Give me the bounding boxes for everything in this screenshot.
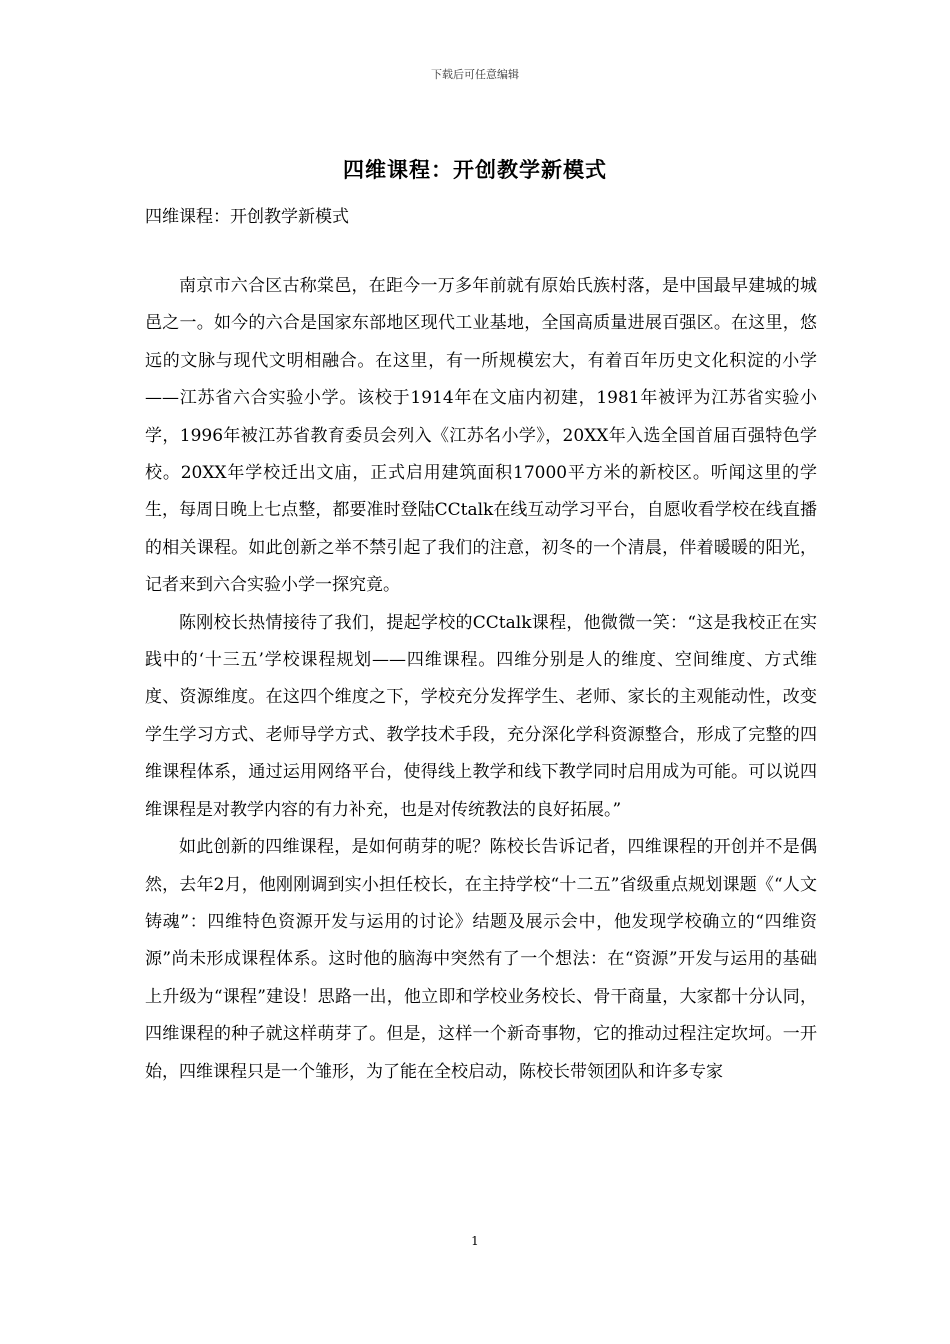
paragraph-1: 南京市六合区古称棠邑，在距今一万多年前就有原始氏族村落，是中国最早建城的城邑之一。如今的六合是国家东部地区现代工业基地，全国高质量进展百强区。在这里，悠远的文脉与现代文明相融合。在这里，有一所规模宏大，有着百年历史文化积淀的小学——江苏省六合实验小学。该校于1914年在文庙内初建，1981年被评为江苏省实验小学，1996年被江苏省教育委员会列入《江苏名小学》，20XX年入选全国首届百强特色学校。20XX年学校迁出文庙，正式启用建筑面积17000平方米的新校区。听闻这里的学生，每周日晚上七点整，都要准时登陆CCtalk在线互动学习平台，自愿收看学校在线直播的相关课程。如此创新之举不禁引起了我们的注意，初冬的一个清晨，伴着暖暖的阳光，记者来到六合实验小学一探究竟。 [145,276,817,596]
document-title: 四维课程：开创教学新模式 [343,157,607,182]
header-note: 下载后可任意编辑 [431,68,519,81]
page-number: 1 [471,1234,479,1248]
paragraph-3: 如此创新的四维课程，是如何萌芽的呢？陈校长告诉记者，四维课程的开创并不是偶然，去年2月，他刚刚调到实小担任校长，在主持学校“十二五”省级重点规划课题《“人文铸魂”：四维特色资源开发与运用的讨论》结题及展示会中，他发现学校确立的“四维资源”尚未形成课程体系。这时他的脑海中突然有了一个想法：在“资源”开发与运用的基础上升级为“课程”建设！思路一出，他立即和学校业务校长、骨干商量，大家都十分认同，四维课程的种子就这样萌芽了。但是，这样一个新奇事物，它的推动过程注定坎坷。一开始，四维课程只是一个雏形，为了能在全校启动，陈校长带领团队和许多专家 [145,837,817,1082]
paragraph-2: 陈刚校长热情接待了我们，提起学校的CCtalk课程，他微微一笑：“这是我校正在实践中的‘十三五’学校课程规划——四维课程。四维分别是人的维度、空间维度、方式维度、资源维度。在这四个维度之下，学校充分发挥学生、老师、家长的主观能动性，改变学生学习方式、老师导学方式、教学技术手段，充分深化学科资源整合，形成了完整的四维课程体系，通过运用网络平台，使得线上教学和线下教学同时启用成为可能。可以说四维课程是对教学内容的有力补充，也是对传统教法的良好拓展。” [145,612,817,820]
document-subtitle: 四维课程：开创教学新模式 [145,207,349,227]
article-body [145,268,817,1091]
